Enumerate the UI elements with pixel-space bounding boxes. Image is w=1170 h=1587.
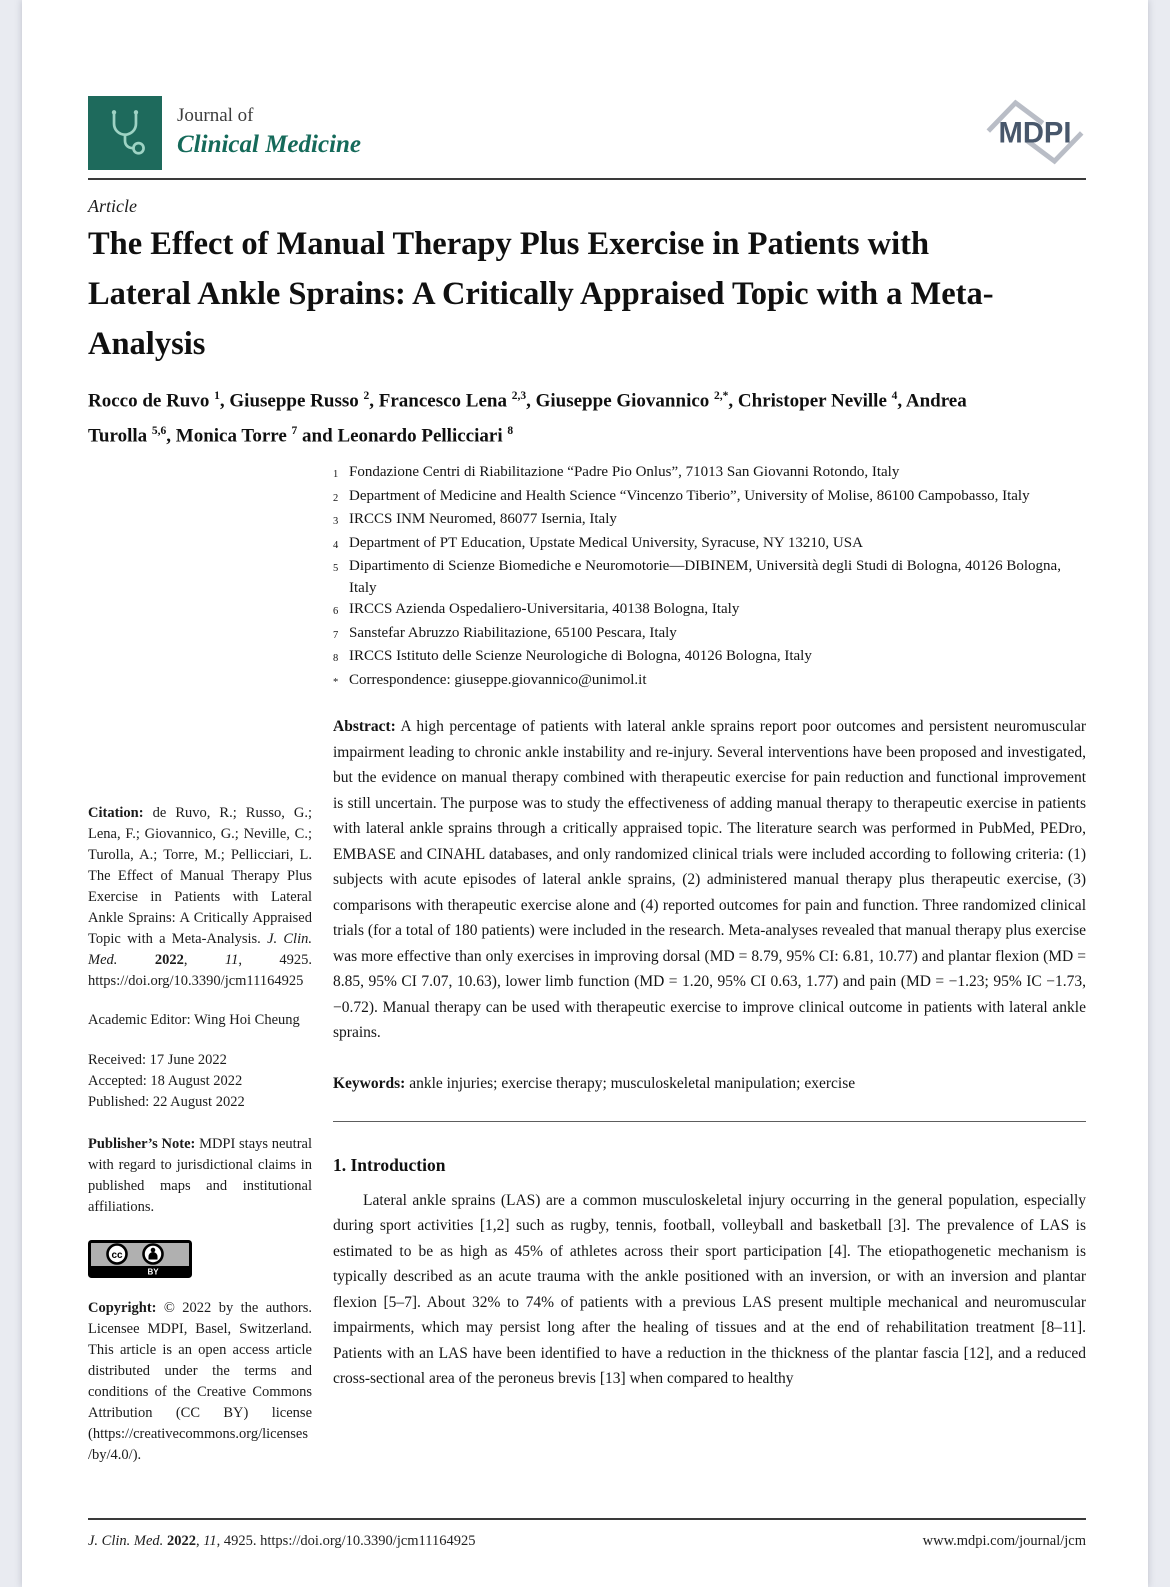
metadata-sidebar [88, 803, 312, 1466]
article-dates [88, 1050, 312, 1113]
journal-homepage-link[interactable]: www.mdpi.com/journal/jcm [922, 1533, 1086, 1549]
affiliation-item [333, 509, 1086, 533]
affiliation-list [333, 462, 1086, 693]
cc-glyph: cc [111, 1250, 123, 1261]
journal-of-label: Journal of [177, 105, 254, 126]
introduction-heading: 1. Introduction [333, 1155, 446, 1175]
copyright-block [88, 1298, 312, 1466]
published-date: Published: 22 August 2022 [88, 1094, 245, 1110]
affiliation-item [333, 623, 1086, 647]
author-separator: and [297, 425, 338, 447]
affiliation-sup: 7 [333, 629, 339, 641]
affiliation-item [333, 462, 1086, 486]
affiliation-item [333, 599, 1086, 623]
affiliation-text: Correspondence: giuseppe.giovannico@unimol.it [349, 671, 647, 688]
publisher-note-text: MDPI stays neutral with regard to jurisdictional claims in published maps and institutional affiliations. [88, 1136, 312, 1215]
affiliation-text: IRCCS Azienda Ospedaliero-Universitaria, 40138 Bologna, Italy [349, 601, 740, 617]
journal-title-block [177, 96, 361, 160]
author-name: Monica Torre [175, 425, 292, 447]
author-separator: , [166, 425, 176, 447]
affiliation-text: Dipartimento di Scienze Biomediche e Neuromotorie—DIBINEM, Università degli Studi di Bologna, 40126 Bologna, Italy [349, 558, 1061, 596]
citation-block [88, 803, 312, 992]
affiliation-item [333, 486, 1086, 510]
author-name: Giuseppe Russo [229, 390, 364, 412]
affiliation-sup: 4 [333, 539, 339, 551]
keywords-section [333, 1071, 1086, 1097]
received-date: Received: 17 June 2022 [88, 1052, 227, 1068]
keywords-text: ankle injuries; exercise therapy; musculoskeletal manipulation; exercise [409, 1074, 856, 1092]
author-separator: , [728, 390, 738, 412]
page-footer [88, 1518, 1086, 1550]
abstract-label: Abstract: [333, 718, 396, 735]
author-separator: , [526, 390, 536, 412]
cc-by-license-badge[interactable] [88, 1240, 192, 1278]
journal-brand [88, 96, 361, 170]
author-name: Francesco Lena [378, 390, 512, 412]
footer-citation: J. Clin. Med. 2022, 11, 4925. https://doi.org/10.3390/jcm11164925 [88, 1533, 476, 1549]
mdpi-hexagon-icon [984, 96, 1086, 168]
author-affiliation-sup: 4 [891, 390, 898, 402]
academic-editor: Academic Editor: Wing Hoi Cheung [88, 1012, 300, 1028]
abstract-text: A high percentage of patients with lateral ankle sprains report poor outcomes and persistent neuromuscular impairment leading to chronic ankle instability and re-injury. Several interventions have been proposed and investigated, but the evidence on manual therapy combined with therapeutic exercise for pain reduction and functional improvement is still uncertain. The purpose was to study the effectiveness of adding manual therapy to therapeutic exercise in patients with lateral ankle sprains through a critically appraised topic. The literature search was performed in PubMed, PEDro, EMBASE and CINAHL databases, and only randomized clinical trials were included according to following criteria: (1) subjects with acute episodes of lateral ankle sprains, (2) administered manual therapy plus therapeutic exercise, (3) comparisons with therapeutic exercise alone and (4) reported outcomes for pain and function. Three randomized clinical trials (for a total of 180 patients) were included in the research. Meta-analyses revealed that manual therapy plus exercise was more effective than only exercises in improving dorsal (MD = 8.79, 95% CI: 6.81, 10.77) and plantar flexion (MD = 8.85, 95% CI 7.07, 10.63), lower limb function (MD = 1.20, 95% CI 0.63, 1.77) and pain (MD = −1.23; 95% IC −1.73, −0.72). Manual therapy can be used with therapeutic exercise to improve clinical outcome in patients with lateral ankle sprains. [333, 718, 1086, 1041]
article-body-column [333, 462, 1086, 1392]
publisher-note-label: Publisher’s Note: [88, 1136, 196, 1152]
author-name: Leonardo Pellicciari [337, 425, 508, 447]
author-affiliation-sup: 2 [363, 390, 370, 402]
keywords-label: Keywords: [333, 1074, 406, 1092]
citation-label: Citation: [88, 805, 144, 821]
author-name: Andrea Turolla [88, 390, 967, 447]
page-header [88, 96, 1086, 173]
author-affiliation-sup: 2,* [714, 390, 729, 402]
keywords-divider [333, 1121, 1086, 1122]
author-affiliation-sup: 5,6 [151, 425, 167, 438]
header-divider [88, 178, 1086, 180]
affiliation-sup: 1 [333, 469, 339, 480]
author-name: Giuseppe Giovannico [535, 390, 715, 412]
affiliation-text: Department of Medicine and Health Science “Vincenzo Tiberio”, University of Molise, 86100 Campobasso, Italy [349, 487, 1030, 504]
affiliation-item [333, 533, 1086, 557]
author-affiliation-sup: 7 [291, 425, 298, 438]
affiliation-text: IRCCS INM Neuromed, 86077 Isernia, Italy [349, 511, 617, 527]
affiliation-sup: 3 [333, 516, 339, 527]
affiliation-sup: * [333, 676, 339, 688]
author-separator: , [897, 390, 906, 412]
author-name: Christoper Neville [737, 390, 892, 412]
journal-name: Clinical Medicine [177, 131, 362, 158]
introduction-paragraph: Lateral ankle sprains (LAS) are a common musculoskeletal injury occurring in the general population, especially during sport activities [1,2] such as rugby, tennis, football, volleyball and basketball [3]. The prevalence of LAS is estimated to be as high as 45% of athletes across their sport participation [4]. The etiopathogenetic mechanism is typically described as an acute trauma with the ankle positioned with an inversion, or with an inversion and plantar flexion [5–7]. About 32% to 74% of patients with a previous LAS present multiple mechanical and neuromuscular impairments, which may persist long after the healing of tissues and at the end of rehabilitation treatment [8–11]. Patients with an LAS have been identified to have a reduction in the thickness of the plantar fascia [12], and a reduced cross-sectional area of the peroneus brevis [13] when compared to healthy [333, 1191, 1086, 1387]
mdpi-wordmark: MDPI [998, 117, 1072, 150]
author-separator: , [219, 390, 230, 412]
author-affiliation-sup: 1 [214, 390, 220, 402]
correspondence-item[interactable] [333, 670, 1086, 694]
accepted-date: Accepted: 18 August 2022 [88, 1073, 243, 1089]
stethoscope-icon [98, 106, 152, 160]
affiliation-text: Sanstefar Abruzzo Riabilitazione, 65100 Pescara, Italy [349, 624, 677, 641]
abstract-section [333, 714, 1086, 1046]
affiliation-sup: 2 [333, 492, 339, 504]
citation-text: de Ruvo, R.; Russo, G.; Lena, F.; Giovannico, G.; Neville, C.; Turolla, A.; Torre, M.; Pellicciari, L. The Effect of Manual Therapy Plus Exercise in Patients with Lateral Ankle Sprains: A Critically Appraised Topic with a Meta-Analysis. J. Clin. Med. 2022, 11, 4925. https://doi.org/10.3390/jcm11164925 [88, 805, 313, 989]
publisher-note [88, 1134, 312, 1218]
affiliation-item [333, 556, 1086, 599]
affiliation-sup: 8 [333, 653, 339, 664]
affiliation-text: IRCCS Istituto delle Scienze Neurologiche di Bologna, 40126 Bologna, Italy [349, 648, 812, 664]
copyright-label: Copyright: [88, 1300, 157, 1316]
by-glyph: BY [147, 1267, 159, 1277]
affiliation-text: Department of PT Education, Upstate Medical University, Syracuse, NY 13210, USA [349, 534, 863, 551]
author-affiliation-sup: 8 [507, 425, 514, 438]
author-list [88, 381, 1018, 452]
affiliation-sup: 5 [333, 563, 339, 574]
author-separator: , [369, 390, 379, 412]
mdpi-logo[interactable] [984, 96, 1086, 173]
article-page [22, 0, 1148, 1587]
author-name: Rocco de Ruvo [88, 390, 215, 412]
jcm-journal-logo[interactable] [88, 96, 162, 170]
copyright-text: © 2022 by the authors. Licensee MDPI, Basel, Switzerland. This article is an open access article distributed under the terms and conditions of the Creative Commons Attribution (CC BY) license (https://creativecommons.org/licenses/by/4.0/). [88, 1300, 313, 1463]
affiliation-item [333, 646, 1086, 670]
affiliation-text: Fondazione Centri di Riabilitazione “Padre Pio Onlus”, 71013 San Giovanni Rotondo, Italy [349, 464, 900, 480]
article-title: The Effect of Manual Therapy Plus Exercise in Patients with Lateral Ankle Sprains: A Critically Appraised Topic with a Meta-Analysis [88, 226, 994, 362]
affiliation-sup: 6 [333, 606, 339, 617]
article-type-label: Article [88, 196, 137, 216]
author-affiliation-sup: 2,3 [511, 390, 527, 402]
